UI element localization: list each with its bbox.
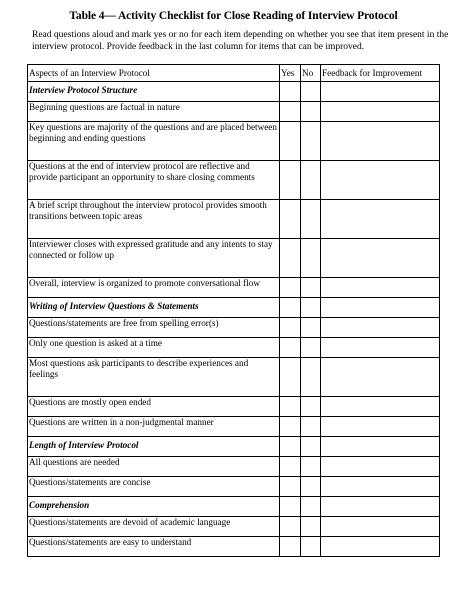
table-row xyxy=(28,102,440,122)
yes-cell[interactable] xyxy=(280,82,301,102)
feedback-cell[interactable] xyxy=(321,102,440,122)
section-heading: Length of Interview Protocol xyxy=(28,437,280,457)
table-row xyxy=(28,318,440,338)
section-row xyxy=(28,497,440,517)
yes-cell[interactable] xyxy=(280,239,301,278)
yes-cell[interactable] xyxy=(280,397,301,417)
table-row xyxy=(28,358,440,397)
yes-cell[interactable] xyxy=(280,338,301,358)
table-row xyxy=(28,161,440,200)
no-cell[interactable] xyxy=(301,358,321,397)
no-cell[interactable] xyxy=(301,497,321,517)
header-row xyxy=(28,65,440,82)
item-text: Questions/statements are devoid of academic language xyxy=(28,517,280,537)
no-cell[interactable] xyxy=(301,239,321,278)
table-row xyxy=(28,122,440,161)
item-text: A brief script throughout the interview protocol provides smooth transitions between topic areas xyxy=(28,200,280,239)
table-row xyxy=(28,239,440,278)
table-row xyxy=(28,278,440,298)
item-text: Questions/statements are free from spelling error(s) xyxy=(28,318,280,338)
no-cell[interactable] xyxy=(301,417,321,437)
no-cell[interactable] xyxy=(301,200,321,239)
yes-cell[interactable] xyxy=(280,477,301,497)
no-cell[interactable] xyxy=(301,161,321,200)
feedback-cell[interactable] xyxy=(321,318,440,338)
item-text: Overall, interview is organized to promote conversational flow xyxy=(28,278,280,298)
feedback-cell[interactable] xyxy=(321,437,440,457)
item-text: Only one question is asked at a time xyxy=(28,338,280,358)
table-row xyxy=(28,457,440,477)
no-cell[interactable] xyxy=(301,338,321,358)
yes-cell[interactable] xyxy=(280,437,301,457)
feedback-cell[interactable] xyxy=(321,537,440,557)
feedback-cell[interactable] xyxy=(321,477,440,497)
item-text: Questions are written in a non-judgmental manner xyxy=(28,417,280,437)
feedback-cell[interactable] xyxy=(321,497,440,517)
section-heading: Comprehension xyxy=(28,497,280,517)
feedback-cell[interactable] xyxy=(321,457,440,477)
no-cell[interactable] xyxy=(301,298,321,318)
feedback-cell[interactable] xyxy=(321,338,440,358)
section-row xyxy=(28,298,440,318)
section-row xyxy=(28,437,440,457)
item-text: Beginning questions are factual in nature xyxy=(28,102,280,122)
no-cell[interactable] xyxy=(301,82,321,102)
no-cell[interactable] xyxy=(301,537,321,557)
header-aspect: Aspects of an Interview Protocol xyxy=(28,65,280,82)
yes-cell[interactable] xyxy=(280,457,301,477)
feedback-cell[interactable] xyxy=(321,161,440,200)
table-row xyxy=(28,397,440,417)
yes-cell[interactable] xyxy=(280,122,301,161)
table-row xyxy=(28,537,440,557)
feedback-cell[interactable] xyxy=(321,200,440,239)
yes-cell[interactable] xyxy=(280,358,301,397)
feedback-cell[interactable] xyxy=(321,239,440,278)
table-row xyxy=(28,417,440,437)
table-row xyxy=(28,200,440,239)
feedback-cell[interactable] xyxy=(321,278,440,298)
no-cell[interactable] xyxy=(301,477,321,497)
feedback-cell[interactable] xyxy=(321,298,440,318)
yes-cell[interactable] xyxy=(280,161,301,200)
checklist-table xyxy=(27,64,440,557)
table-row xyxy=(28,338,440,358)
section-row xyxy=(28,82,440,102)
no-cell[interactable] xyxy=(301,517,321,537)
no-cell[interactable] xyxy=(301,122,321,161)
item-text: Questions/statements are easy to understand xyxy=(28,537,280,557)
feedback-cell[interactable] xyxy=(321,417,440,437)
feedback-cell[interactable] xyxy=(321,358,440,397)
item-text: Questions/statements are concise xyxy=(28,477,280,497)
feedback-cell[interactable] xyxy=(321,397,440,417)
yes-cell[interactable] xyxy=(280,278,301,298)
no-cell[interactable] xyxy=(301,457,321,477)
yes-cell[interactable] xyxy=(280,200,301,239)
checklist-body xyxy=(28,82,440,557)
table-row xyxy=(28,517,440,537)
no-cell[interactable] xyxy=(301,102,321,122)
document-title: Table 4— Activity Checklist for Close Reading of Interview Protocol xyxy=(69,10,398,22)
yes-cell[interactable] xyxy=(280,298,301,318)
item-text: Most questions ask participants to describe experiences and feelings xyxy=(28,358,280,397)
feedback-cell[interactable] xyxy=(321,82,440,102)
item-text: Questions are mostly open ended xyxy=(28,397,280,417)
feedback-cell[interactable] xyxy=(321,517,440,537)
item-text: Questions at the end of interview protocol are reflective and provide participant an opportunity to share closing comments xyxy=(28,161,280,200)
feedback-cell[interactable] xyxy=(321,122,440,161)
no-cell[interactable] xyxy=(301,397,321,417)
yes-cell[interactable] xyxy=(280,497,301,517)
section-heading: Interview Protocol Structure xyxy=(28,82,280,102)
item-text: Interviewer closes with expressed gratitude and any intents to stay connected or follow up xyxy=(28,239,280,278)
section-heading: Writing of Interview Questions & Statements xyxy=(28,298,280,318)
yes-cell[interactable] xyxy=(280,102,301,122)
header-yes: Yes xyxy=(280,65,301,82)
yes-cell[interactable] xyxy=(280,537,301,557)
yes-cell[interactable] xyxy=(280,318,301,338)
header-feedback: Feedback for Improvement xyxy=(321,65,440,82)
item-text: All questions are needed xyxy=(28,457,280,477)
instructions-text: Read questions aloud and mark yes or no for each item depending on whether you see that item present in the interview protocol. Provide feedback in the last column for items that can be improved. xyxy=(32,30,449,52)
table-row xyxy=(28,477,440,497)
no-cell[interactable] xyxy=(301,278,321,298)
no-cell[interactable] xyxy=(301,318,321,338)
header-no: No xyxy=(301,65,321,82)
yes-cell[interactable] xyxy=(280,417,301,437)
item-text: Key questions are majority of the questions and are placed between beginning and ending questions xyxy=(28,122,280,161)
no-cell[interactable] xyxy=(301,437,321,457)
yes-cell[interactable] xyxy=(280,517,301,537)
